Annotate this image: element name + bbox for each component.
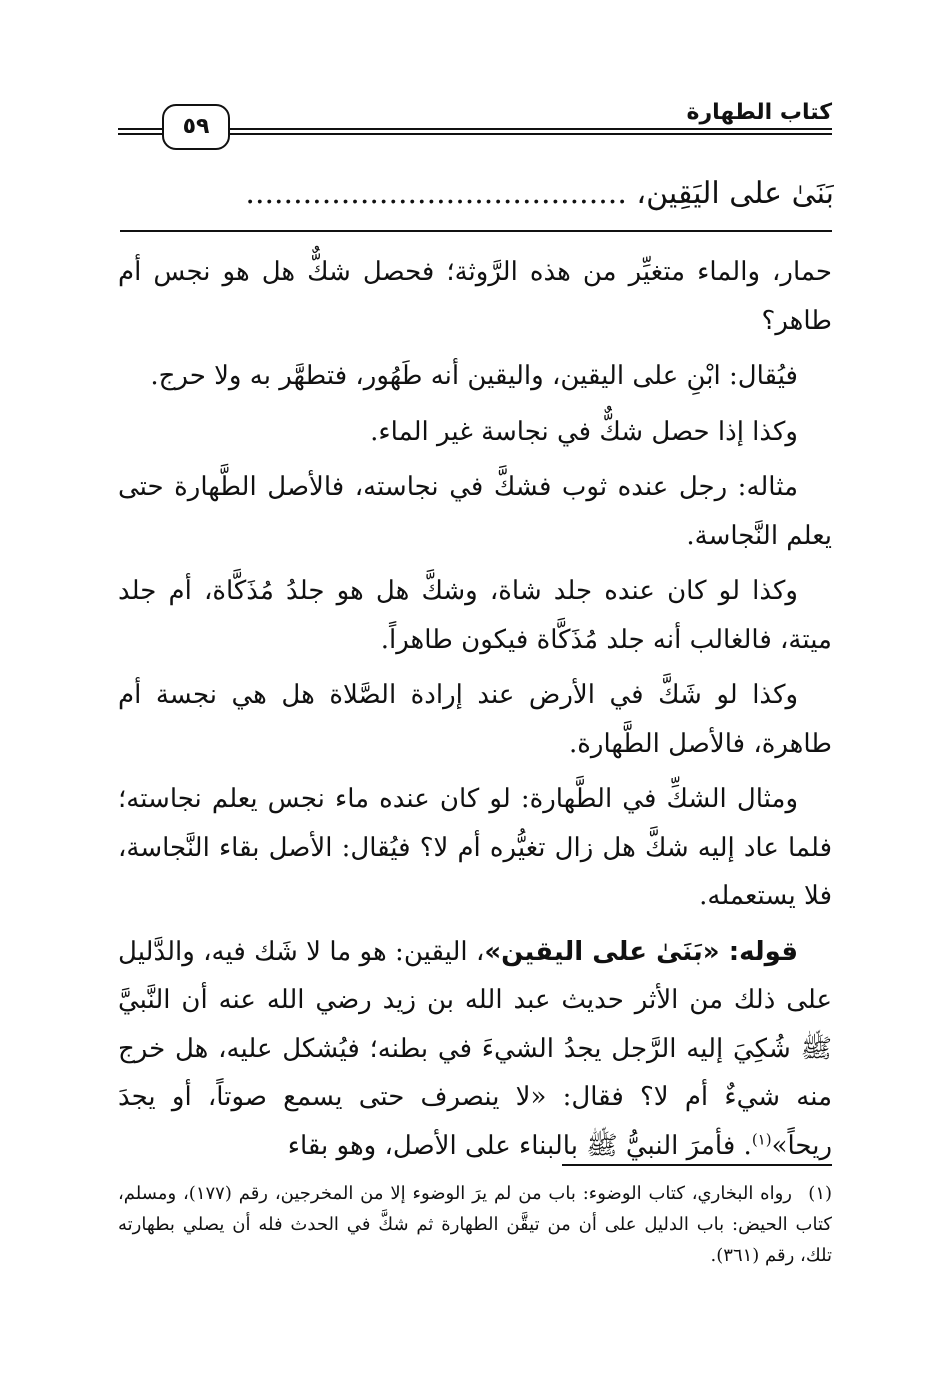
- matn-dots: ........................................: [245, 176, 627, 211]
- running-title: كتاب الطهارة: [686, 100, 832, 125]
- paragraph: فيُقال: ابْنِ على اليقين، واليقين أنه طَهُور، فتطهَّر به ولا حرج.: [150, 361, 798, 391]
- footnote-reference: (١): [751, 1129, 772, 1148]
- footnote-divider: [562, 1164, 832, 1166]
- matn-heading: [122, 170, 834, 218]
- paragraph: وكذا لو شَكَّ في الأرض عند إرادة الصَّلاة هل هي نجسة أم طاهرة، فالأصل الطَّهارة.: [118, 680, 832, 759]
- footnote: [118, 1178, 832, 1271]
- paragraph: ومثال الشكِّ في الطَّهارة: لو كان عنده ماء نجس يعلم نجاسته؛ فلما عاد إليه شكَّ هل زال تغيُّره أم لا؟ فيُقال: الأصل بقاء النَّجاسة، فلا يستعمله.: [118, 784, 832, 911]
- paragraph-text: ، اليقين: هو ما لا شَك فيه، والدَّليل على ذلك من الأثر حديث عبد الله بن زيد رضي الله عنه أن النَّبيَّ ﷺ شُكِيَ إليه الرَّجل يجدُ الشيءَ في بطنه؛ فيُشكل عليه، هل خرج منه شيءٌ أم لا؟ فقال: «لا ينصرف حتى يسمع صوتاً، أو يجدَ ريحاً»: [118, 936, 832, 1161]
- paragraph: وكذا لو كان عنده جلد شاة، وشكَّ هل هو جلدُ مُذَكَّاة، أم جلد ميتة، فالغالب أنه جلد مُذَكَّاة فيكون طاهراً.: [118, 576, 832, 655]
- footnote-number: (١): [808, 1183, 833, 1204]
- paragraph: حمار، والماء متغيِّر من هذه الرَّوثة؛ فحصل شكٌّ هل هو نجس أم طاهر؟: [118, 257, 832, 336]
- paragraph: مثاله: رجل عنده ثوب فشكَّ في نجاسته، فالأصل الطَّهارة حتى يعلم النَّجاسة.: [118, 472, 832, 551]
- matn-divider: [120, 230, 832, 232]
- footnote-text: رواه البخاري، كتاب الوضوء: باب من لم يرَ الوضوء إلا من المخرجين، رقم (١٧٧)، ومسلم، كتاب الحيض: باب الدليل على أن من تيقَّن الطهارة ثم شكَّ في الحدث فله أن يصلي بطهارته تلك، رقم (٣٦١).: [118, 1183, 832, 1266]
- commentary-body: [118, 248, 832, 1177]
- page-number: ٥٩: [162, 104, 230, 150]
- paragraph: وكذا إذا حصل شكٌّ في نجاسة غير الماء.: [370, 416, 798, 447]
- paragraph: [118, 928, 832, 1171]
- quoted-matn-lead: قوله: «بَنَىٰ على اليقين»: [484, 936, 799, 967]
- matn-text: بَنَىٰ على اليَقِين،: [636, 176, 834, 211]
- page-header: [118, 98, 832, 156]
- paragraph-text: . فأمرَ النبيُّ ﷺ بالبناء على الأصل، وهو بقاء: [287, 1130, 752, 1161]
